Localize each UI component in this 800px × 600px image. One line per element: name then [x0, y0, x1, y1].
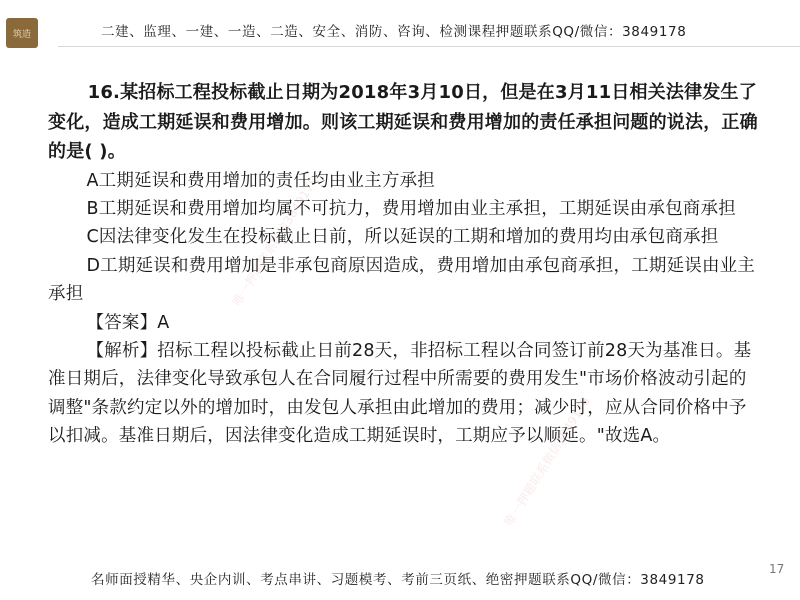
question-text: 16.某招标工程投标截止日期为2018年3月10日，但是在3月11日相关法律发生了变化，造成工期延误和费用增加。则该工期延误和费用增加的责任承担问题的说法，正确的是( )。 — [48, 82, 758, 162]
option-d: D工期延误和费用增加是非承包商原因造成，费用增加由承包商承担，工期延误由业主承担 — [48, 255, 756, 305]
header-contact-text: 二建、监理、一建、一造、二造、安全、消防、咨询、检测课程押题联系QQ/微信：3849178 — [101, 24, 687, 40]
question-content — [48, 78, 760, 451]
page-number: 17 — [769, 562, 785, 576]
option-b: B工期延误和费用增加均属不可抗力，费用增加由业主承担，工期延误由承包商承担 — [86, 198, 736, 219]
analysis-text: 【解析】招标工程以投标截止日前28天，非招标工程以合同签订前28天为基准日。基准日期后，法律变化导致承包人在合同履行过程中所需要的费用发生"市场价格波动引起的调整"条款约定以外的增加时，由发包人承担由此增加的费用；减少时，应从合同价格中予以扣减。基准日期后，因法律变化造成工期延误时，工期应予以顺延。"故选A。 — [48, 340, 752, 447]
header-divider — [58, 46, 800, 47]
watermark-2: 唯一押题联系微信3849178 — [501, 394, 593, 529]
footer-contact-text: 名师面授精华、央企内训、考点串讲、习题模考、考前三页纸、绝密押题联系QQ/微信：3849178 — [91, 572, 705, 588]
logo-text: 筑造 — [12, 29, 31, 40]
option-c: C因法律变化发生在投标截止日前，所以延误的工期和增加的费用均由承包商承担 — [86, 227, 719, 248]
option-a: A工期延误和费用增加的责任均由业主方承担 — [86, 170, 435, 191]
answer-text: 【答案】A — [86, 312, 170, 333]
page-header — [0, 0, 800, 50]
logo — [6, 18, 38, 48]
watermark-1: 唯一押题联系微信3849178 — [229, 174, 321, 309]
